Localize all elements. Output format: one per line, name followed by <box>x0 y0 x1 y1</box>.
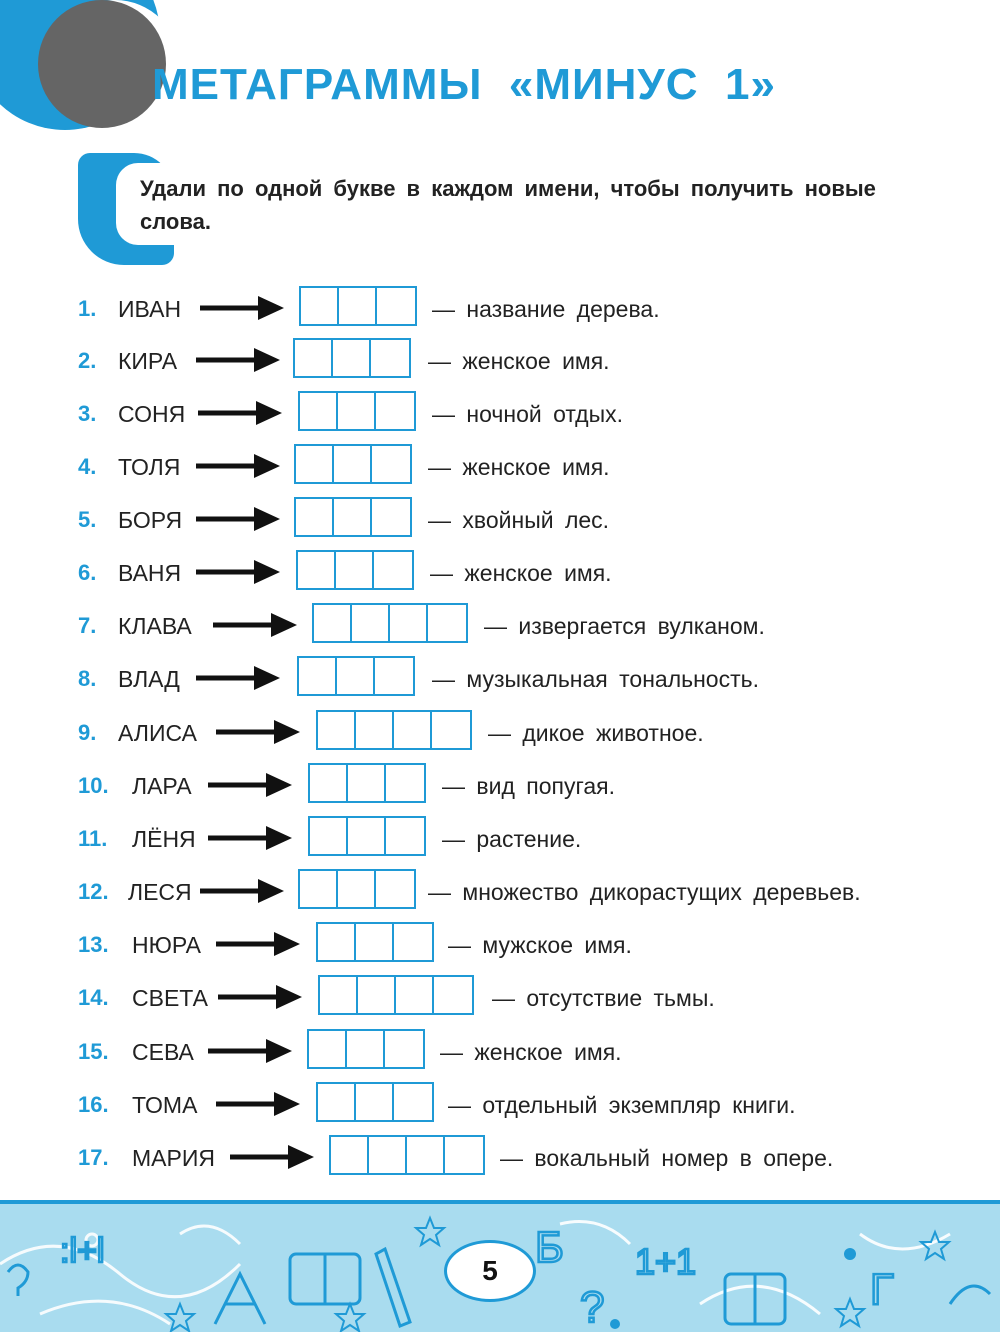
answer-letter-cell[interactable] <box>299 658 337 694</box>
answer-letter-cell[interactable] <box>356 1084 394 1120</box>
task-number: 11. <box>78 826 108 851</box>
answer-letter-cell[interactable] <box>372 446 410 482</box>
arrow-right-icon <box>196 664 280 692</box>
task-name: КЛАВА <box>118 613 192 639</box>
task-clue: — отдельный экземпляр книги. <box>448 1092 796 1118</box>
answer-letter-cell[interactable] <box>333 340 371 376</box>
task-number: 9. <box>78 720 97 745</box>
answer-letter-cell[interactable] <box>339 288 377 324</box>
arrow-right-icon <box>196 346 280 374</box>
task-name: АЛИСА <box>118 720 197 746</box>
answer-letter-cell[interactable] <box>337 658 375 694</box>
answer-letter-cell[interactable] <box>394 712 432 748</box>
task-number: 12. <box>78 879 109 904</box>
task-clue: — вокальный номер в опере. <box>500 1145 834 1171</box>
answer-letter-cell[interactable] <box>301 288 339 324</box>
answer-letter-cell[interactable] <box>334 446 372 482</box>
task-name: ВАНЯ <box>118 560 182 586</box>
answer-letter-cell[interactable] <box>318 1084 356 1120</box>
answer-boxes <box>308 816 426 856</box>
answer-letter-cell[interactable] <box>356 924 394 960</box>
answer-boxes <box>296 550 414 590</box>
answer-letter-cell[interactable] <box>369 1137 407 1173</box>
arrow-right-icon <box>200 294 284 322</box>
task-name: СВЕТА <box>132 985 208 1011</box>
task-clue: — извергается вулканом. <box>484 613 765 639</box>
task-clue: — мужское имя. <box>448 932 632 958</box>
task-number: 15. <box>78 1039 109 1064</box>
task-name: ЛАРА <box>132 773 192 799</box>
answer-letter-cell[interactable] <box>336 552 374 588</box>
task-number: 7. <box>78 613 97 638</box>
answer-letter-cell[interactable] <box>318 924 356 960</box>
task-name: ВЛАД <box>118 666 180 692</box>
answer-letter-cell[interactable] <box>331 1137 369 1173</box>
answer-letter-cell[interactable] <box>407 1137 445 1173</box>
answer-boxes <box>316 922 434 962</box>
task-clue: — отсутствие тьмы. <box>492 985 715 1011</box>
answer-boxes <box>307 1029 425 1069</box>
svg-text:?: ? <box>580 1283 605 1332</box>
answer-boxes <box>294 497 412 537</box>
task-clue: — растение. <box>442 826 582 852</box>
task-row <box>0 763 1000 807</box>
task-row <box>0 391 1000 435</box>
task-row <box>0 816 1000 860</box>
arrow-right-icon <box>208 771 292 799</box>
arrow-right-icon <box>208 824 292 852</box>
answer-letter-cell[interactable] <box>298 552 336 588</box>
answer-letter-cell[interactable] <box>334 499 372 535</box>
task-number: 8. <box>78 666 97 691</box>
arrow-right-icon <box>208 1037 292 1065</box>
answer-boxes <box>329 1135 485 1175</box>
task-clue: — женское имя. <box>440 1039 622 1065</box>
task-clue: — хвойный лес. <box>428 507 610 533</box>
task-row <box>0 710 1000 754</box>
answer-letter-cell[interactable] <box>376 871 414 907</box>
answer-boxes <box>298 869 416 909</box>
task-number: 3. <box>78 401 97 426</box>
answer-letter-cell[interactable] <box>310 818 348 854</box>
task-number: 14. <box>78 985 109 1010</box>
answer-boxes <box>312 603 468 643</box>
answer-letter-cell[interactable] <box>396 977 434 1013</box>
arrow-right-icon <box>196 505 280 533</box>
task-row <box>0 550 1000 594</box>
task-clue: — женское имя. <box>428 348 610 374</box>
answer-boxes <box>293 338 411 378</box>
answer-letter-cell[interactable] <box>338 871 376 907</box>
arrow-right-icon <box>218 983 302 1011</box>
task-number: 10. <box>78 773 109 798</box>
task-name: СЕВА <box>132 1039 194 1065</box>
answer-letter-cell[interactable] <box>394 1084 432 1120</box>
arrow-right-icon <box>230 1143 314 1171</box>
task-clue: — вид попугая. <box>442 773 615 799</box>
answer-letter-cell[interactable] <box>390 605 428 641</box>
answer-boxes <box>297 656 415 696</box>
answer-letter-cell[interactable] <box>376 393 414 429</box>
task-row <box>0 975 1000 1019</box>
task-name: СОНЯ <box>118 401 186 427</box>
task-clue: — множество дикорастущих деревьев. <box>428 879 861 905</box>
task-clue: — ночной отдых. <box>432 401 623 427</box>
answer-letter-cell[interactable] <box>428 605 466 641</box>
task-number: 13. <box>78 932 109 957</box>
answer-letter-cell[interactable] <box>300 871 338 907</box>
arrow-right-icon <box>213 611 297 639</box>
answer-letter-cell[interactable] <box>374 552 412 588</box>
svg-text::l+l: :l+l <box>60 1232 105 1270</box>
page-title: МЕТАГРАММЫ «МИНУС 1» <box>152 60 776 109</box>
task-name: КИРА <box>118 348 178 374</box>
page-number-badge <box>444 1240 536 1302</box>
answer-letter-cell[interactable] <box>445 1137 483 1173</box>
answer-letter-cell[interactable] <box>372 499 410 535</box>
task-name: ЛЕСЯ <box>128 879 192 905</box>
task-clue: — название дерева. <box>432 296 660 322</box>
arrow-right-icon <box>196 452 280 480</box>
answer-boxes <box>299 286 417 326</box>
answer-letter-cell[interactable] <box>371 340 409 376</box>
answer-boxes <box>294 444 412 484</box>
task-name: НЮРА <box>132 932 201 958</box>
answer-boxes <box>298 391 416 431</box>
arrow-right-icon <box>216 1090 300 1118</box>
answer-letter-cell[interactable] <box>434 977 472 1013</box>
answer-letter-cell[interactable] <box>318 712 356 748</box>
task-clue: — музыкальная тональность. <box>432 666 760 692</box>
svg-text:Г: Г <box>870 1265 894 1314</box>
task-row <box>0 656 1000 700</box>
task-number: 17. <box>78 1145 109 1170</box>
task-name: МАРИЯ <box>132 1145 215 1171</box>
answer-letter-cell[interactable] <box>385 1031 423 1067</box>
answer-letter-cell[interactable] <box>375 658 413 694</box>
task-row <box>0 338 1000 382</box>
answer-letter-cell[interactable] <box>310 765 348 801</box>
answer-letter-cell[interactable] <box>314 605 352 641</box>
svg-text:Б: Б <box>535 1223 564 1272</box>
arrow-right-icon <box>216 718 300 746</box>
answer-letter-cell[interactable] <box>347 1031 385 1067</box>
task-number: 6. <box>78 560 97 585</box>
answer-letter-cell[interactable] <box>309 1031 347 1067</box>
answer-letter-cell[interactable] <box>358 977 396 1013</box>
answer-letter-cell[interactable] <box>356 712 394 748</box>
task-clue: — дикое животное. <box>488 720 704 746</box>
answer-boxes <box>316 1082 434 1122</box>
arrow-right-icon <box>198 399 282 427</box>
task-clue: — женское имя. <box>428 454 610 480</box>
task-name: БОРЯ <box>118 507 183 533</box>
page-number: 5 <box>482 1255 498 1286</box>
task-number: 4. <box>78 454 97 479</box>
answer-letter-cell[interactable] <box>320 977 358 1013</box>
task-row <box>0 1135 1000 1179</box>
task-name: ТОЛЯ <box>118 454 181 480</box>
task-name: ИВАН <box>118 296 182 322</box>
task-row <box>0 497 1000 541</box>
task-row <box>0 922 1000 966</box>
answer-letter-cell[interactable] <box>377 288 415 324</box>
answer-letter-cell[interactable] <box>300 393 338 429</box>
task-row <box>0 1082 1000 1126</box>
answer-letter-cell[interactable] <box>386 765 424 801</box>
answer-letter-cell[interactable] <box>432 712 470 748</box>
task-number: 2. <box>78 348 97 373</box>
answer-letter-cell[interactable] <box>295 340 333 376</box>
answer-letter-cell[interactable] <box>296 446 334 482</box>
header-decor-gray-circle <box>38 0 166 128</box>
answer-letter-cell[interactable] <box>348 818 386 854</box>
task-name: ТОМА <box>132 1092 198 1118</box>
task-number: 1. <box>78 296 97 321</box>
answer-letter-cell[interactable] <box>348 765 386 801</box>
answer-letter-cell[interactable] <box>352 605 390 641</box>
arrow-right-icon <box>216 930 300 958</box>
task-row <box>0 444 1000 488</box>
arrow-right-icon <box>200 877 284 905</box>
task-number: 5. <box>78 507 97 532</box>
answer-boxes <box>308 763 426 803</box>
task-row <box>0 1029 1000 1073</box>
answer-letter-cell[interactable] <box>296 499 334 535</box>
answer-boxes <box>316 710 472 750</box>
task-row <box>0 603 1000 647</box>
answer-letter-cell[interactable] <box>338 393 376 429</box>
task-row <box>0 286 1000 330</box>
answer-boxes <box>318 975 474 1015</box>
task-name: ЛЁНЯ <box>132 826 196 852</box>
task-number: 16. <box>78 1092 109 1117</box>
answer-letter-cell[interactable] <box>394 924 432 960</box>
arrow-right-icon <box>196 558 280 586</box>
answer-letter-cell[interactable] <box>386 818 424 854</box>
instruction-text: Удали по одной букве в каждом имени, чтобы получить новые слова. <box>140 176 876 234</box>
task-row <box>0 869 1000 913</box>
task-clue: — женское имя. <box>430 560 612 586</box>
svg-text:1+1: 1+1 <box>635 1241 697 1282</box>
